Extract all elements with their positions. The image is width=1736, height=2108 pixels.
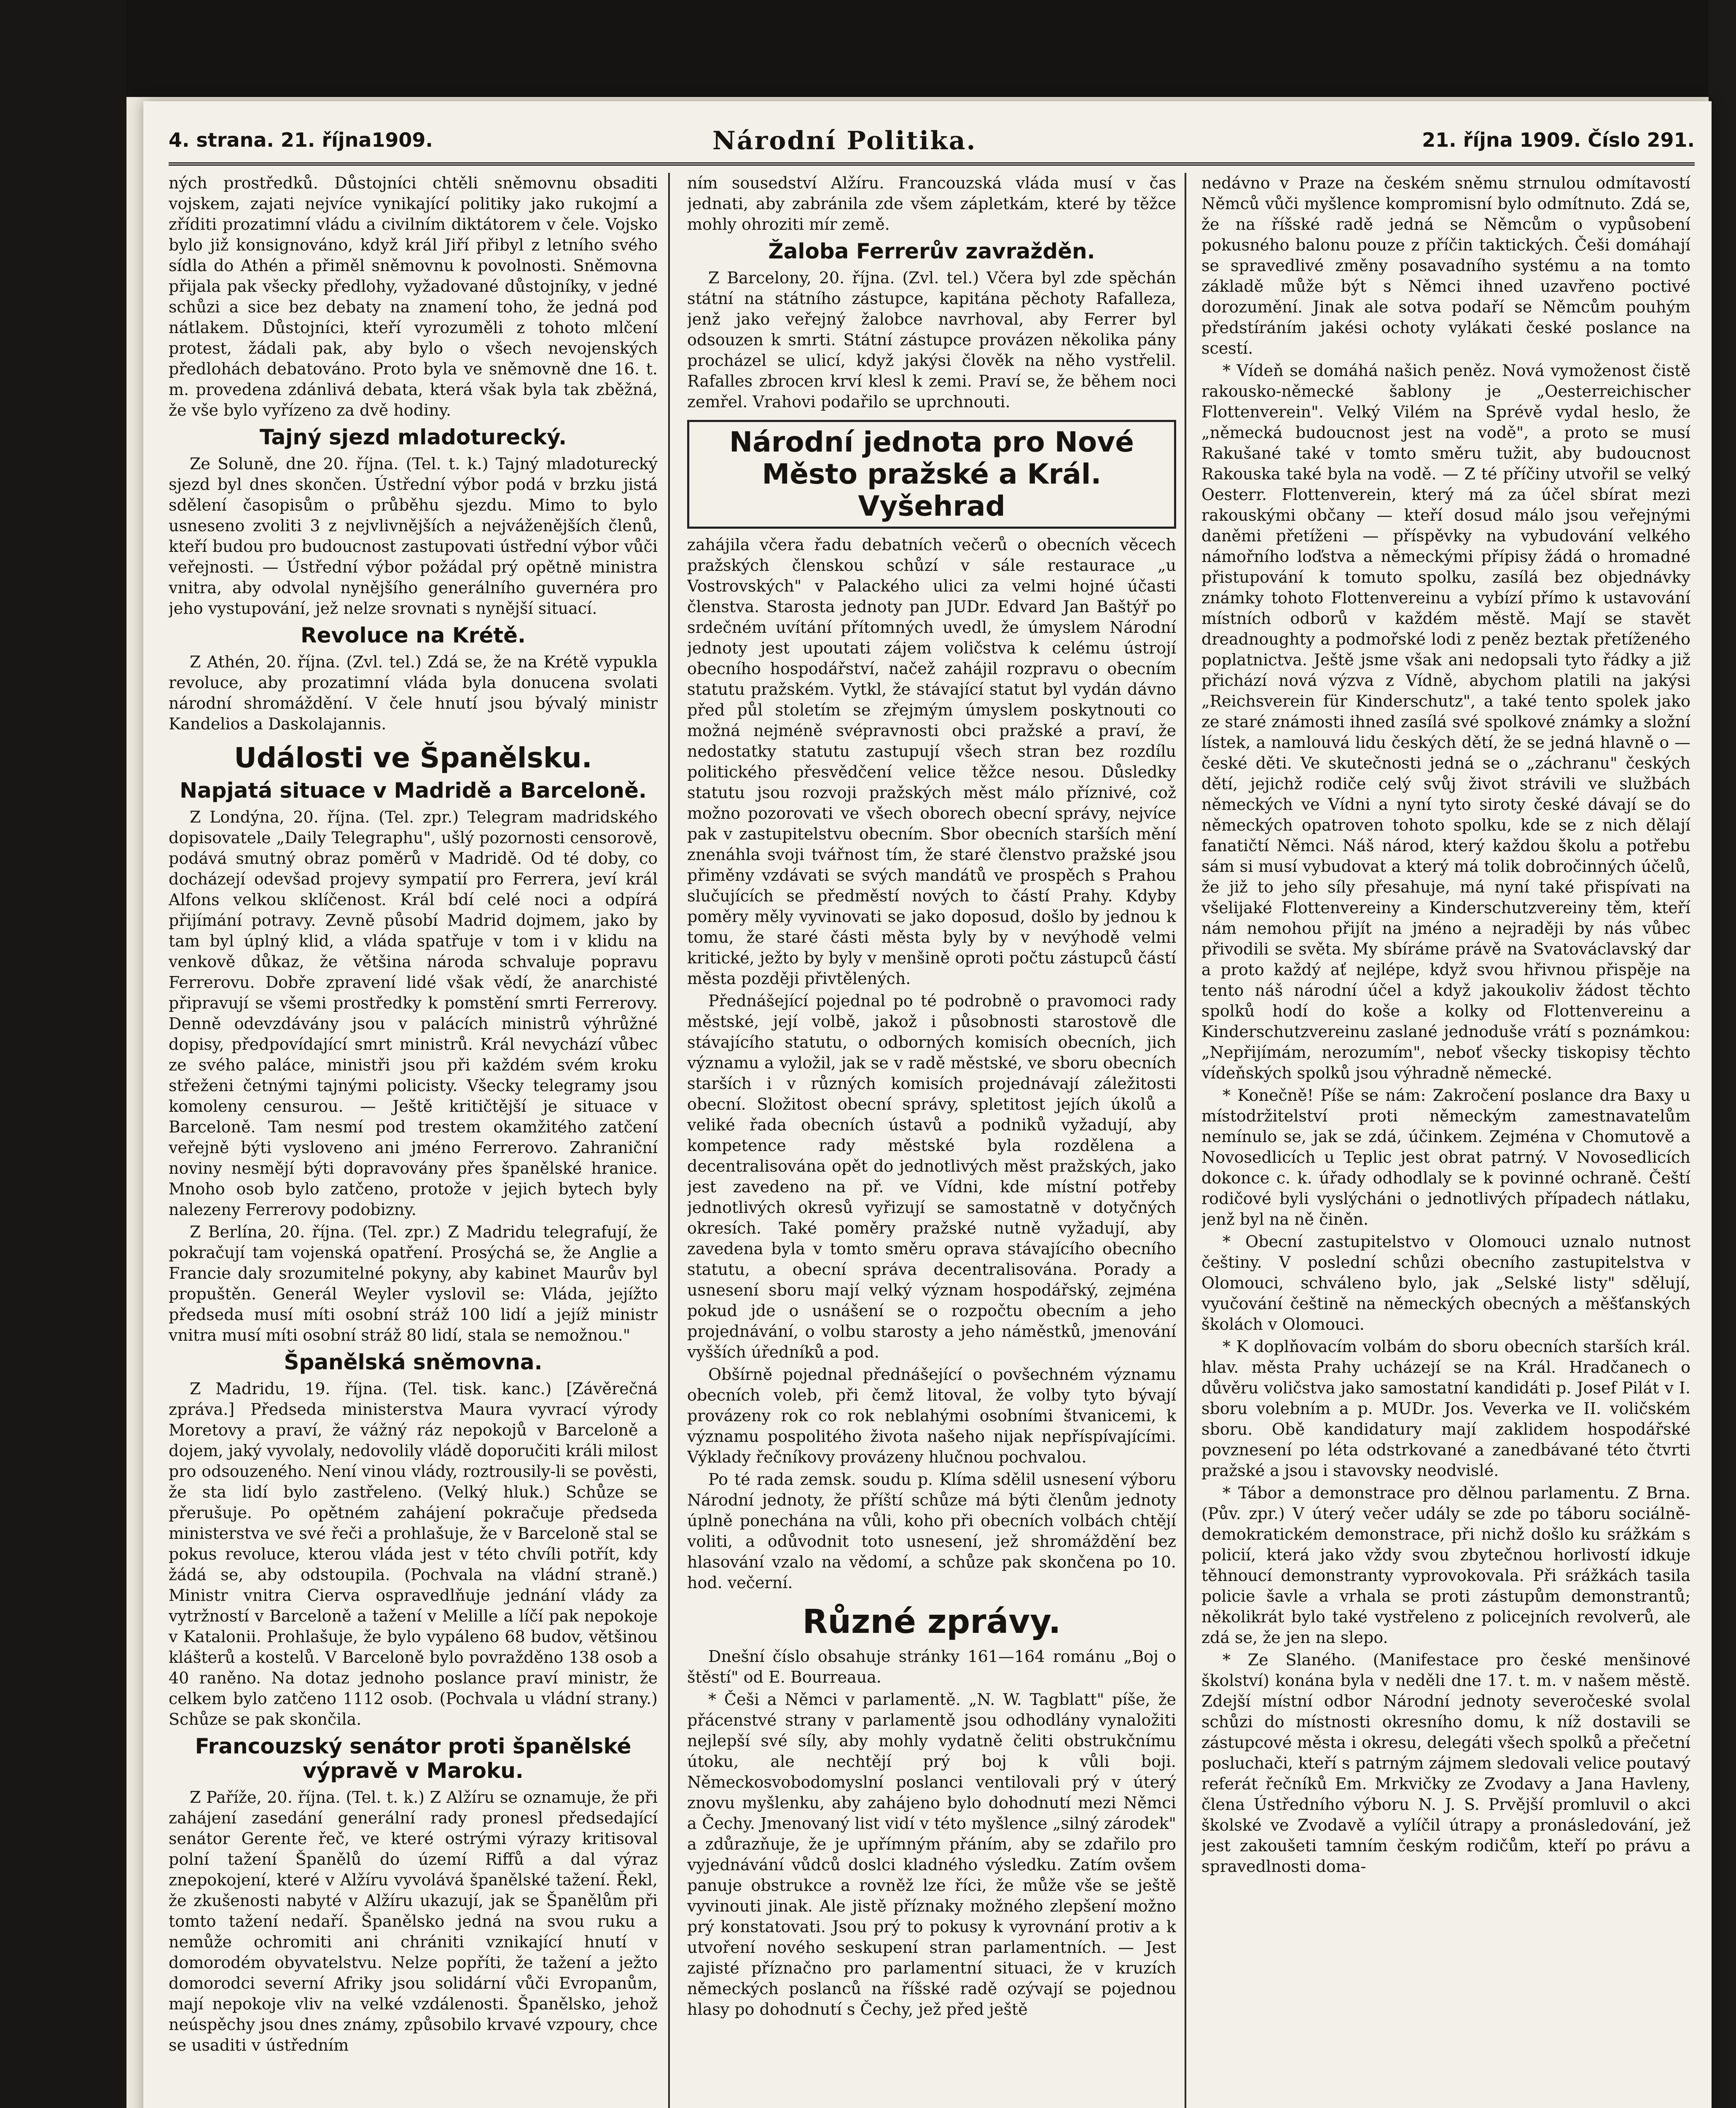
article-paragraph: * Češi a Němci v parlamentě. „N. W. Tagblatt" píše, že přácenstvé strany v parlamentě jsou odhodlány vynaložiti nejlepší své síly, aby mohly vydatně čeliti obstrukčnímu útoku, ale nechtějí prý boj k vůli boji. Německosvobodomyslní poslanci ventilovali prý v úterý znovu myšlenku, aby zahájeno bylo dohodnutí mezi Němci a Čechy. Jmenovaný list vidí v této myšlence „silný zárodek" a zdůrazňuje, že je upřímným přáním, aby se zdařilo pro vyjednávání vůdců doslci kladného výsledku. Zatím ovšem panuje obstrukce a rovněž lze říci, že může vše se ještě vyvinouti jinak. Ale jistě příznaky možného zlepšení možno prý konstatovati. Jsou prý to pokusy k vyrovnání protiv a k utvoření nového seskupení stran parlamentních. — Jest zajisté příznačno pro parlamentní situaci, že v kruzích německých poslanců na říšské radě ozývají se pojednou hlasy po dohodnutí s Čechy, jež před ještě (687, 1690, 1176, 2019)
article-paragraph: Z Londýna, 20. října. (Tel. zpr.) Telegram madridského dopisovatele „Daily Telegraphu", ušlý pozornosti censorově, podává smutný obraz poměrů v Madridě. Od té doby, co docházejí odevšad projevy sympatií pro Ferrera, jeví král Alfons velkou sklíčenost. Král bdí celé noci a odpírá přijímání potravy. Zevně působí Madrid dojmem, jako by tam byl úplný klid, a vláda spatřuje v tom i v klidu na venkově důkaz, že většina národa schvaluje popravu Ferrerovu. Dobře zpravení lidé však vědí, že anarchisté připravují se všemi prostředky k pomstění smrti Ferrerovy. Denně odevzdávány jsou v palácích ministrů výhrůžné dopisy, předpovídající smrt ministrů. Král nevychází vůbec ze svého paláce, ministři jsou při každém svém kroku střeženi četnými tajnými policisty. Všecky telegramy jsou komoleny censurou. — Ještě kritičtější je situace v Barceloně. Tam nesmí pod trestem okamžitého zatčení veřejně býti vysloveno ani jméno Ferrerovo. Zahraniční noviny nesmějí býti dopravovány přes španělské hranice. Mnoho osob bylo zatčeno, protože v jejich bytech byly nalezeny Ferrerovy podobizny. (169, 808, 658, 1219)
column-rule (668, 173, 670, 2108)
newspaper-masthead: Národní Politika. (712, 126, 977, 156)
article-paragraph: ných prostředků. Důstojníci chtěli sněmovnu obsaditi vojskem, zajati nejvíce vynikající politiky jako rukojmí a zříditi prozatimní vládu a civilním diktátorem v čele. Vojsko bylo již konsignováno, když král Jiří přibyl z letního svého sídla do Athén a přiměl sněmovnu k povolnosti. Sněmovna přijala pak všecky předlohy, vyžadované důstojníky, v jedné schůzi a sice bez debaty na znamení toho, že jedná pod nátlakem. Důstojníci, kteří vyrozuměli z tohoto mlčení protest, žádali pak, aby bylo o všech nevojenských předlohách debatováno. Proto byla ve sněmovně dne 16. t. m. provedena zdánlivá debata, která však byla tak zběžná, že vše bylo vyřízeno za dvě hodiny. (169, 174, 658, 419)
article-paragraph: Ze Soluně, dne 20. října. (Tel. t. k.) Tajný mladoturecký sjezd byl dnes skončen. Ústřední výbor podá v brzku jistá sdělení časopisům o průběhu sjezdu. Mimo to bylo usneseno zvoliti 3 z nejvlivnějších a nejváženějších členů, kteří budou pro budoucnost zastupovati ústřední výbor vůči veřejnosti. — Ústřední výbor požádal prý opětně ministra vnitra, aby odvolal nynějšího generálního guvernéra pro jeho vystupování, jež nelze srovnati s nynější situací. (169, 454, 658, 618)
header-issue-number: 21. října 1909. Číslo 291. (1422, 129, 1695, 151)
article-paragraph: * Vídeň se domáhá našich peněz. Nová vymoženost čistě rakousko-německé šablony je „Oesterreichischer Flottenverein". Velký Vilém na Sprévě vydal heslo, že „německá budoucnost jest na vodě", a proto se musí Rakušané také v tomto směru tužit, aby budoucnost Rakouska také byla na vodě. — Z té příčiny utvořil se velký Oesterr. Flottenverein, který má za účel sbírat mezi rakouskými občany — kteří dosud málo jsou veřejnými daněmi přetíženi — příspěvky na vybudování velkého námořního loďstva a německými přípisy žádá o hromadné přistupování k tomuto spolku, zasílá bez objednávky známky tohoto Flottenvereinu a vybízí přímo k ustavování místních odborů v každém městě. Mají se stavět dreadnoughty a podmořské lodi z peněz beztak přetíženého poplatnictva. Ještě jsme však ani nedopsali tyto řádky a již přichází nová výzva z Vídně, abychom platili na jakýsi „Reichsverein für Kinderschutz", a také tento spolek jako ze staré známosti ihned zasílá své spolkové známky a složní lístek, a namlouvá lidu českých dětí, že se jedná hlavně o — české děti. Ve skutečnosti jedná se o „záchranu" českých dětí, jejichž rodiče celý svůj život strávili ve službách německých ve Vídni a nyní tyto siroty české dávají se do německých opatroven tohoto spolku, kde se z nich dělají fanatičtí Němci. Náš národ, který každou školu a potřebu sám si musí vybudovat a který má tolik dobročinných účelů, že již to jeho síly přesahuje, má nyní také přispívati na všelijaké Flottenvereiny a Kinderschutzvereiny těm, kteří nám nemohou přijít na jméno a nejraději by nás vůbec přivodili se světa. My sbíráme právě na Svatováclavský dar a proto každý ať nejlépe, když svou hřivnou přispěje na tento náš národní účel a když jakoukoliv žádost těchto spolků hodí do koše a kolky od Flottenvereinu a Kinderschutzvereinu zaslané jednoduše vrátí s poznámkou: „Nepřijímám, nerozumím", neboť všecky tiskopisy těchto vídeňských spolků jsou výhradně německé. (1201, 361, 1690, 1082)
column-1 (169, 173, 658, 2108)
boxed-article-heading: Národní jednota pro Nové Město pražské a Král. Vyšehrad (687, 420, 1176, 529)
article-heading: Revoluce na Krétě. (301, 623, 526, 648)
article-paragraph: zahájila včera řadu debatních večerů o obecních věcech pražských členskou schůzí v sále restaurace „u Vostrovských" v Palackého ulici za velmi hojné účasti členstva. Starosta jednoty pan JUDr. Edvard Jan Baštýř po srdečném uvítání přítomných uvedl, že úmyslem Národní jednoty jest upoutati zájem voličstva k celému ústrojí obecního hospodářství, načež zahájil rozpravu o obecním statutu pražském. Vytkl, že stávající statut byl vydán dávno před půl stoletím se zřejmým úmyslem poskytnouti co možná nejméně svépravnosti obci pražské a praví, že nedostatky statutu zastupují všech stran bez rozdílu politického přesvědčení velice těžce nesou. Důsledky statutu jsou rozvoji pražských měst málo příznivé, což možno pozorovati ve všech oborech obecní správy, nejvíce pak v zastupitelstvu obecním. Sbor obecních starších mění znenáhla svoji tvářnost tím, že staré členstvo pražské jsou přiměny vzdávati se svých mandátů ve prospěch s Prahou slučujících se předměstí nových to částí Prahy. Kdyby poměry měly vyvinovati se jako doposud, došlo by jednou k tomu, že staré části města byly by v nevýhodě velmi kritické, ježto by byly v menšině oproti počtu zástupců částí města později přivtělených. (687, 535, 1176, 988)
article-paragraph: Z Berlína, 20. října. (Tel. zpr.) Z Madridu telegrafují, že pokračují tam vojenská opatření. Prosýchá se, že Anglie a Francie daly srozumitelné pokyny, aby kabinet Maurův byl propuštěn. Generál Weyler vyslovil se: Vláda, jejížto předseda musí míti osobní stráž 100 lidí a jejíž ministr vnitra musí míti osobní stráž 80 lidí, stala se nemožnou." (169, 1223, 658, 1344)
column-2 (687, 173, 1176, 2108)
header-page-date: 4. strana. 21. října1909. (169, 129, 433, 151)
newspaper-sheet (143, 101, 1712, 2108)
article-paragraph: Z Paříže, 20. října. (Tel. t. k.) Z Alžíru se oznamuje, že při zahájení zasedání generální rady pronesl předsedající senátor Gerente řeč, ve které ostrými výrazy kritisoval polní tažení Španělů do území Riffů a dal výraz znepokojení, které v Alžíru vyvolává španělské tažení. Řekl, že zkušenosti nabyté v Alžíru ukazují, jak se Španělům při tomto tažení nedaří. Španělsko jedná na svou ruku a nemůže ochromiti ani chrániti vznikající hnutí v domorodém obyvatelstvu. Nelze popříti, že tažení a ježto domorodci severní Afriky jsou solidární vůči Evropanům, mají nepokoje vliv na velké vzdálenosti. Španělsko, jehož neúspěchy jsou dnes známy, způsobilo krvavé vzpoury, chce se usaditi v ústředním (169, 1788, 658, 2054)
article-paragraph: Dnešní číslo obsahuje stránky 161—164 románu „Boj o štěstí" od E. Bourreaua. (687, 1647, 1176, 1686)
page-header (169, 124, 1695, 166)
article-heading: Francouzský senátor proti španělské výpravě v Maroku. (195, 1734, 632, 1783)
article-paragraph: Z Barcelony, 20. října. (Zvl. tel.) Včera byl zde spěchán státní na státního zástupce, kapitána pěchoty Rafalleza, jenž jako veřejný žalobce navrhoval, aby Ferrer byl odsouzen k smrti. Státní zástupce provázen několika pány procházel se ulicí, když jakýsi člověk na něho vystřelil. Rafalles zbrocen krví klesl k zemi. Praví se, že během noci zemřel. Vrahovi podařilo se uprchnouti. (687, 269, 1176, 411)
article-heading: Španělská sněmovna. (284, 1350, 543, 1374)
scan-border-right (1709, 0, 1736, 2108)
section-heading: Události ve Španělsku. (234, 742, 592, 774)
scan-border-top (0, 0, 1736, 97)
article-paragraph: Obšírně pojednal přednášející o povšechném významu obecních voleb, při čemž litoval, že volby tyto bývají provázeny rok co rok neblahými osobními štvanicemi, k významu pospolitého života našeho nijak nepříspívajícími. Výklady řečníkovy provázeny hlučnou pochvalou. (687, 1365, 1176, 1466)
article-paragraph: Přednášející pojednal po té podrobně o pravomoci rady městské, její volbě, jakož i působnosti starostově dle stávajícího statutu, o odborných komisích obecních, jich významu a vyložil, jak se v radě městské, ve sboru obecních starších i v různých komisích projednávají záležitosti obecní. Složitost obecní správy, spletitost jejích úkolů a veliké řada obecních ústavů a podniků vyžadují, aby kompetence rady městské byla rozdělena a decentralisována opět do jednotlivých měst pražských, jako jest zavedeno na př. ve Vídni, kde místní potřeby jednotlivých okresů vyřizují se samostatně v dotyčných okresích. Také poměry pražské nutně vyžadují, aby zavedena byla v tomto směru oprava stávajícího obecního statutu, a obecní správa decentralisována. Porady a usnesení sboru mají velký význam hospodářský, zejména pokud jde o usnášení se o rozpočtu obecním a jeho projednávání, o volbu starosty a jeho náměstků, jmenování vyšších úředníků a pod. (687, 992, 1176, 1361)
article-paragraph: ním sousedství Alžíru. Francouzská vláda musí v čas jednati, aby zabránila zde všem zápletkám, které by těžce mohly ohroziti mír země. (687, 174, 1176, 234)
article-paragraph: * K doplňovacím volbám do sboru obecních starších král. hlav. města Prahy ucházejí se na Král. Hradčanech o důvěru voličstva jako samostatní kandidáti p. Josef Pilát v I. sboru volebním a p. MUDr. Jos. Veverka ve II. voličském sboru. Obě kandidatury mají zaklidem hospodářské povznesení po léta odstrkované a zanedbávané této čtvrti pražské a jsou i stavovsky neodvislé. (1201, 1337, 1690, 1480)
article-heading: Žaloba Ferrerův zavražděn. (768, 239, 1095, 264)
scan-border-left (0, 0, 126, 2108)
article-heading: Napjatá situace v Madridě a Barceloně. (180, 778, 647, 803)
article-heading: Tajný sjezd mladoturecký. (259, 425, 567, 449)
article-paragraph: nedávno v Praze na českém sněmu strnulou odmítavostí Němců vůči myšlence kompromisní bylo odmítnuto. Zdá se, že na říšské radě jedná se Němcům o vypůsobení pokusného balonu pouze z příčin taktických. Češi domáhají se spravedlivé změny posavadního systému a na tomto základě může být s Němci ihned uzavřeno poctivé dorozumění. Jinak ale sotva podaří se Němcům pouhým předstíráním jakési ochoty vylákati české poslance na scestí. (1201, 174, 1690, 358)
section-heading: Různé zprávy. (802, 1603, 1061, 1641)
column-3 (1201, 173, 1690, 2108)
article-paragraph: Z Athén, 20. října. (Zvl. tel.) Zdá se, že na Krétě vypukla revoluce, aby prozatimní vláda byla donucena svolati národní shromáždění. V čele hnutí jsou bývalý ministr Kandelios a Daskolajannis. (169, 653, 658, 733)
article-paragraph: Z Madridu, 19. října. (Tel. tisk. kanc.) [Závěrečná zpráva.] Předseda ministerstva Maura vyvrací výrody Moretovy a praví, že vážný ráz nepokojů v Barceloně a dojem, jaký vyvolaly, nedovolily vládě doporučiti králi milost pro odsouzeného. Není vinou vlády, roztrousily-li se pověsti, že sta lidí bylo zastřeleno. (Velký hluk.) Schůze se přerušuje. Po opětném zahájení pokračuje předseda ministerstva ve své řeči a prohlašuje, že v Barceloně stal se pokus revoluce, kterou vláda jest v této chvíli potřít, kdy žádá se, aby odstoupila. (Pochvala na vládní straně.) Ministr vnitra Cierva ospravedlňuje jednání vlády za vytržností v Barceloně a tažení v Melille a líčí pak nepokoje v Katalonii. Prohlašuje, že bylo vypáleno 68 budov, většinou klášterů a kostelů. V Barceloně bylo povražděno 138 osob a 40 raněno. Na dotaz jednoho poslance praví ministr, že celkem bylo zatčeno 1112 osob. (Pochvala u vládní strany.) Schůze se pak skončila. (169, 1379, 658, 1729)
article-paragraph: * Konečně! Píše se nám: Zakročení poslance dra Baxy u místodržitelství proti německým zamestnavatelům nemínulo se, jak se zdá, účinkem. Zejména v Chomutově a Novosedlicích u Teplic jest obrat patrný. V Novosedlicích dokonce c. k. úřady odhodlaly se k povinné ochraně. Čeští rodičové byli vyslýcháni o jednotlivých případech nátlaku, jenž byl na ně činěn. (1201, 1086, 1690, 1229)
column-rule (1185, 173, 1186, 2108)
article-paragraph: * Tábor a demonstrace pro dělnou parlamentu. Z Brna. (Pův. zpr.) V úterý večer udály se zde po táboru sociálně-demokratickém demonstrace, při nichž došlo ku srážkám s policií, která jako vždy svou zbytečnou horlivostí idkuje těhnoucí demonstranty vyprovokovala. Při srážkách tasila policie šavle a vrhala se proti zástupům demonstrantů; několikrát bylo také vystřeleno z policejních revolverů, ale zdá se, že jen na slepo. (1201, 1484, 1690, 1647)
article-paragraph: * Ze Slaného. (Manifestace pro české menšinové školství) konána byla v neděli dne 17. t. m. v našem městě. Zdejší místní odbor Národní jednoty severočeské svolal schůzi do místnosti okresního domu, k níž dostavili se zástupcové města i okresu, delegáti všech spolků a přečetní posluchači, kteří s patrným zájmem sledovali velice poutavý referát řečníků Em. Mrkvičky ze Zvodavy a Jana Havleny, člena Ústředního výboru N. J. S. Prvější promluvil o akci školské ve Zvodavě a vylíčil útrapy a pronásledování, jež jest zakoušeti tamním českým rodičům, kteří po právu a spravedlnosti doma- (1201, 1651, 1690, 1876)
article-paragraph: * Obecní zastupitelstvo v Olomouci uznalo nutnost češtiny. V poslední schůzi obecního zastupitelstva v Olomouci, schváleno bylo, jak „Selské listy" sdělují, vyučování češtině na německých obecných a měšťanských školách v Olomouci. (1201, 1232, 1690, 1334)
article-paragraph: Po té rada zemsk. soudu p. Klíma sdělil usnesení výboru Národní jednoty, že příští schůze má býti členům jednoty úplně ponechána na vůli, koho při obecních volbách chtějí voliti, a odůvodnit toto usnesení, jež shromáždění bez hlasování vzalo na vědomí, a schůze pak skončena po 10. hod. večerní. (687, 1470, 1176, 1592)
